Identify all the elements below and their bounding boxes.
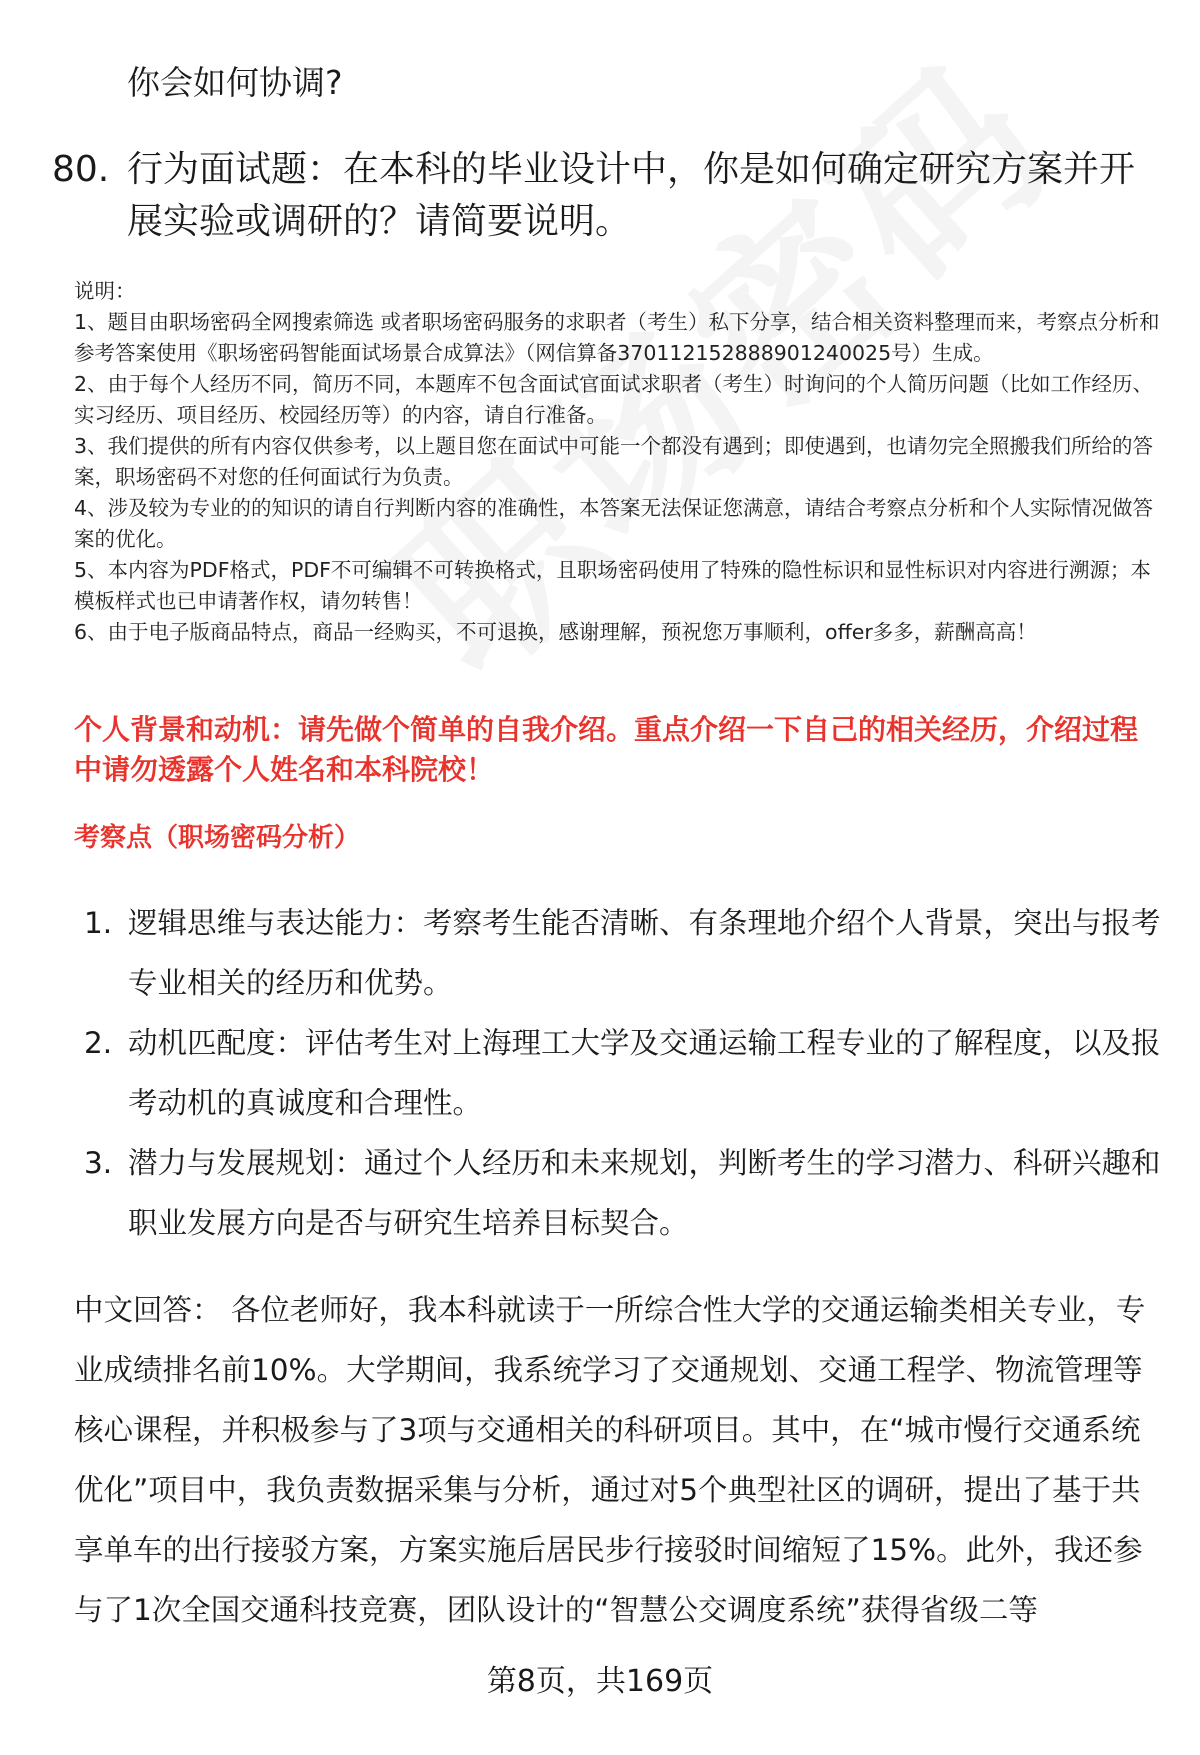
notes-block — [74, 276, 1164, 648]
list-item — [84, 893, 1164, 1013]
notes-item: 4、涉及较为专业的的知识的请自行判断内容的准确性，本答案无法保证您满意，请结合考察点分析和个人实际情况做答案的优化。 — [74, 496, 1154, 551]
list-item-text: 潜力与发展规划：通过个人经历和未来规划，判断考生的学习潜力、科研兴趣和职业发展方向是否与研究生培养目标契合。 — [128, 1146, 1161, 1240]
list-item — [84, 1133, 1164, 1253]
answer-label: 中文回答： — [74, 1293, 222, 1327]
answer-text: 各位老师好，我本科就读于一所综合性大学的交通运输类相关专业，专业成绩排名前10%。大学期间，我系统学习了交通规划、交通工程学、物流管理等核心课程，并积极参与了3项与交通相关的科研项目。其中，在“城市慢行交通系统优化”项目中，我负责数据采集与分析，通过对5个典型社区的调研，提出了基于共享单车的出行接驳方案，方案实施后居民步行接驳时间缩短了15%。此外，我还参与了1次全国交通科技竞赛，团队设计的“智慧公交调度系统”获得省级二等 — [74, 1293, 1146, 1627]
list-item-text: 逻辑思维与表达能力：考察考生能否清晰、有条理地介绍个人背景，突出与报考专业相关的经历和优势。 — [128, 906, 1161, 1000]
question-continuation: 你会如何协调? — [127, 63, 343, 102]
notes-item: 5、本内容为PDF格式，PDF不可编辑不可转换格式，且职场密码使用了特殊的隐性标识和显性标识对内容进行溯源；本模板样式也已申请著作权，请勿转售！ — [74, 558, 1151, 613]
page-footer: 第8页，共169页 — [486, 1664, 714, 1699]
list-item-number: 2. — [84, 1026, 113, 1060]
section-heading: 个人背景和动机：请先做个简单的自我介绍。重点介绍一下自己的相关经历，介绍过程中请勿透露个人姓名和本科院校！ — [74, 713, 1139, 786]
question-text: 行为面试题：在本科的毕业设计中，你是如何确定研究方案并开展实验或调研的？请简要说明。 — [127, 149, 1136, 242]
notes-title: 说明： — [74, 279, 136, 303]
question-number: 80. — [52, 149, 110, 190]
notes-item: 1、题目由职场密码全网搜索筛选 或者职场密码服务的求职者（考生）私下分享，结合相关资料整理而来，考察点分析和参考答案使用《职场密码智能面试场景合成算法》（网信算备370112152888901240025号）生成。 — [74, 310, 1160, 365]
notes-item: 3、我们提供的所有内容仅供参考，以上题目您在面试中可能一个都没有遇到；即使遇到，也请勿完全照搬我们所给的答案，职场密码不对您的任何面试行为负责。 — [74, 434, 1154, 489]
answer-paragraph — [74, 1280, 1164, 1640]
list-item-number: 1. — [84, 906, 113, 940]
question-80 — [52, 144, 1162, 248]
list-item-number: 3. — [84, 1146, 113, 1180]
analysis-heading: 考察点（职场密码分析） — [74, 823, 361, 853]
notes-item: 2、由于每个人经历不同，简历不同，本题库不包含面试官面试求职者（考生）时询问的个人简历问题（比如工作经历、实习经历、项目经历、校园经历等）的内容，请自行准备。 — [74, 372, 1154, 427]
notes-item: 6、由于电子版商品特点，商品一经购买，不可退换，感谢理解，预祝您万事顺利，offer多多，薪酬高高！ — [74, 620, 1037, 644]
list-item-text: 动机匹配度：评估考生对上海理工大学及交通运输工程专业的了解程度，以及报考动机的真诚度和合理性。 — [128, 1026, 1161, 1120]
analysis-points — [84, 893, 1164, 1253]
list-item — [84, 1013, 1164, 1133]
